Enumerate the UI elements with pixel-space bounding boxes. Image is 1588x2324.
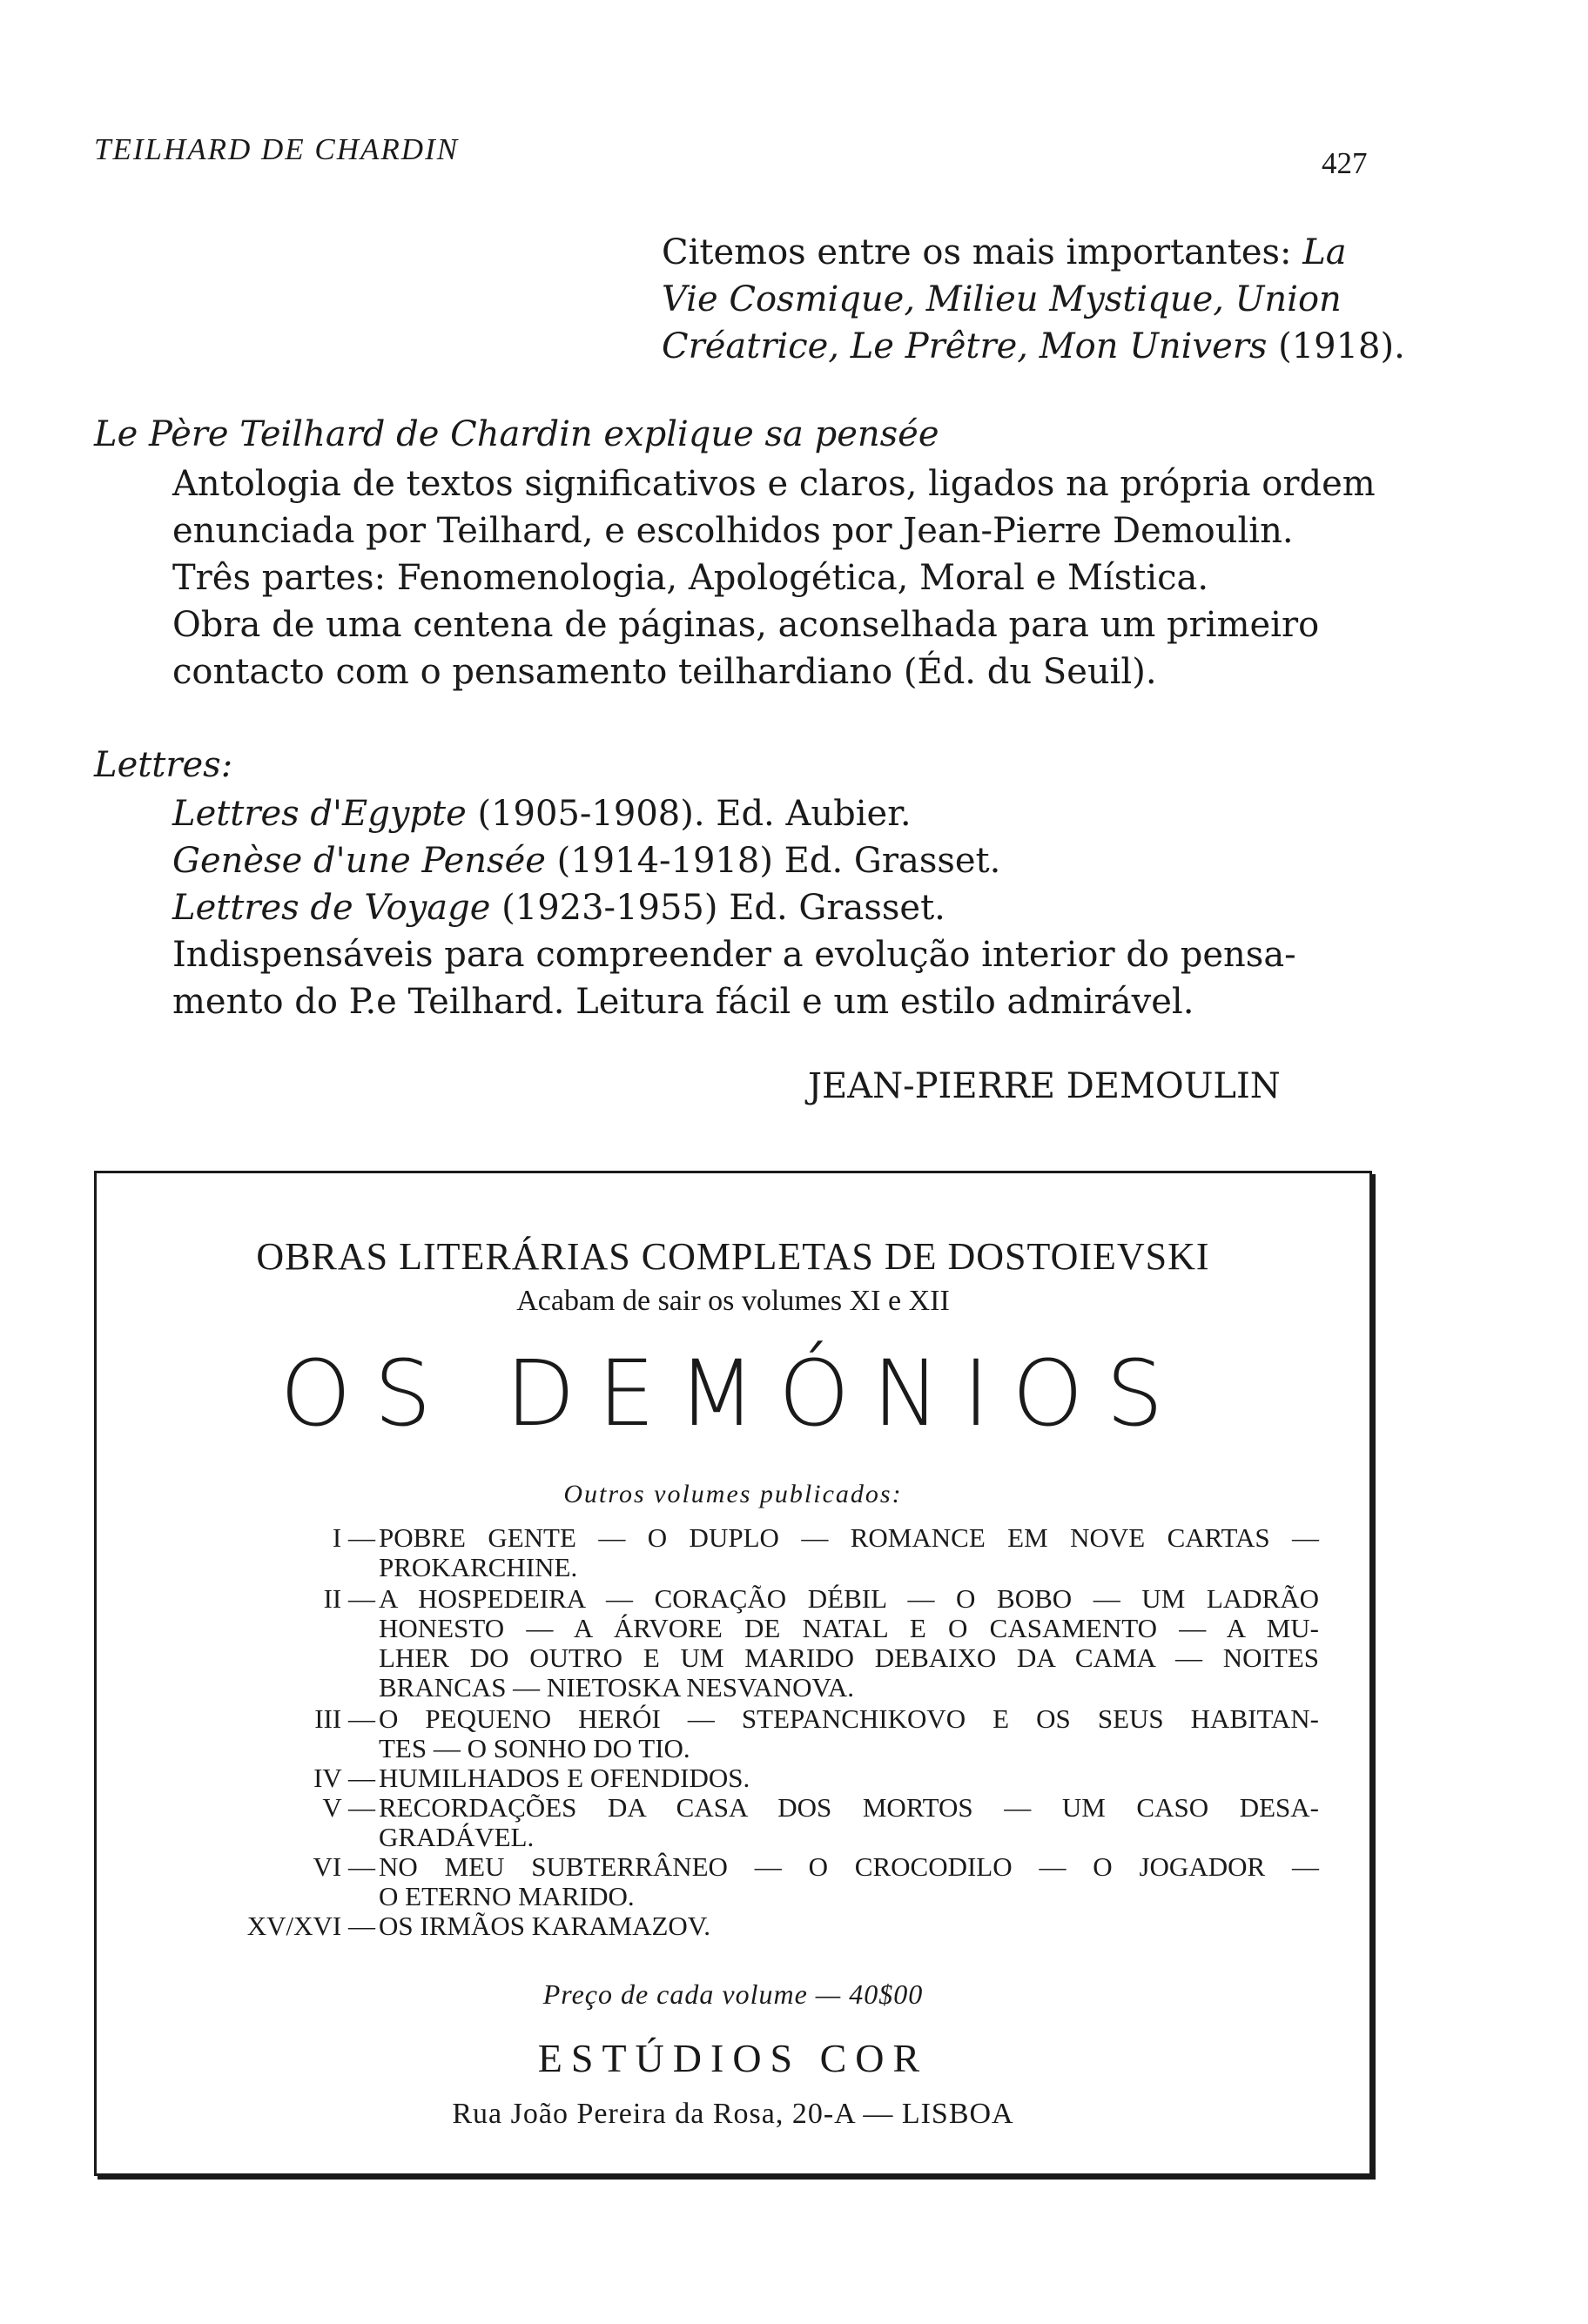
ad-address: Rua João Pereira da Rosa, 20-A — LISBOA xyxy=(452,2098,1014,2130)
letters-item: Genèse d'une Pensée (1914-1918) Ed. Grasset. xyxy=(172,841,1001,881)
page-number: 427 xyxy=(1322,146,1368,180)
volume-line: GRADÁVEL. xyxy=(379,1822,535,1852)
intro-line-1: Citemos entre os mais importantes: La xyxy=(662,232,1347,272)
volume-line: TES — O SONHO DO TIO. xyxy=(379,1733,690,1763)
volume-line: O PEQUENO HERÓI — STEPANCHIKOVO E OS SEUS HABITAN- xyxy=(379,1703,1319,1734)
letters-heading: Lettres: xyxy=(94,745,233,785)
volume-line: A HOSPEDEIRA — CORAÇÃO DÉBIL — O BOBO — UM LADRÃO xyxy=(379,1583,1319,1614)
volume-number: III — xyxy=(314,1703,375,1734)
book-line: contacto com o pensamento teilhardiano (Éd. du Seuil). xyxy=(172,652,1157,692)
volume-number: II — xyxy=(323,1583,375,1614)
book-title: Le Père Teilhard de Chardin explique sa pensée xyxy=(94,414,939,454)
book-line: Três partes: Fenomenologia, Apologética, Moral e Mística. xyxy=(172,558,1209,598)
advertisement-box xyxy=(94,1171,1372,2176)
book-line: enunciada por Teilhard, e escolhidos por Jean-Pierre Demoulin. xyxy=(172,511,1294,551)
book-description xyxy=(172,460,1376,695)
ad-heading: OBRAS LITERÁRIAS COMPLETAS DE DOSTOIEVSKI xyxy=(256,1235,1210,1278)
ad-book-title: OS DEMÓNIOS xyxy=(279,1340,1187,1447)
intro-line-3: Créatrice, Le Prêtre, Mon Univers (1918). xyxy=(662,326,1405,366)
volume-line: PROKARCHINE. xyxy=(379,1552,578,1582)
volume-number: XV/XVI — xyxy=(246,1911,375,1941)
letters-list xyxy=(172,790,1296,1025)
ad-subheading: Acabam de sair os volumes XI e XII xyxy=(516,1285,950,1317)
volume-number: IV — xyxy=(313,1763,375,1793)
running-title: TEILHARD DE CHARDIN xyxy=(94,132,460,166)
volume-number: I — xyxy=(332,1522,375,1553)
letters-note-line: Indispensáveis para compreender a evolução interior do pensa- xyxy=(172,935,1296,975)
volume-line: LHER DO OUTRO E UM MARIDO DEBAIXO DA CAMA — NOITES xyxy=(379,1642,1319,1673)
intro-paragraph xyxy=(662,229,1405,370)
volume-line: NO MEU SUBTERRÂNEO — O CROCODILO — O JOGADOR — xyxy=(379,1851,1319,1882)
volume-number: VI — xyxy=(313,1851,375,1882)
volume-line: POBRE GENTE — O DUPLO — ROMANCE EM NOVE CARTAS — xyxy=(379,1522,1319,1553)
volume-line: HONESTO — A ÁRVORE DE NATAL E O CASAMENTO — A MU- xyxy=(379,1613,1319,1643)
ad-publisher: ESTÚDIOS COR xyxy=(537,2036,929,2080)
ad-price: Preço de cada volume — 40$00 xyxy=(542,1978,924,2010)
letters-item: Lettres de Voyage (1923-1955) Ed. Grasset. xyxy=(172,888,945,928)
letters-note-line: mento do P.e Teilhard. Leitura fácil e um estilo admirável. xyxy=(172,982,1194,1022)
volume-line: OS IRMÃOS KARAMAZOV. xyxy=(379,1911,710,1941)
volume-line: HUMILHADOS E OFENDIDOS. xyxy=(379,1763,750,1793)
volume-line: BRANCAS — NIETOSKA NESVANOVA. xyxy=(379,1672,855,1703)
volume-line: O ETERNO MARIDO. xyxy=(379,1881,635,1911)
volume-number: V — xyxy=(322,1792,375,1823)
book-line: Antologia de textos significativos e claros, ligados na própria ordem xyxy=(172,464,1376,504)
letters-item: Lettres d'Egypte (1905-1908). Ed. Aubier. xyxy=(172,794,912,834)
book-line: Obra de uma centena de páginas, aconselhada para um primeiro xyxy=(172,605,1320,645)
intro-line-2: Vie Cosmique, Milieu Mystique, Union xyxy=(662,279,1342,319)
ad-other-volumes-label: Outros volumes publicados: xyxy=(563,1480,903,1508)
volume-line: RECORDAÇÕES DA CASA DOS MORTOS — UM CASO DESA- xyxy=(379,1792,1319,1823)
author-signature: JEAN-PIERRE DEMOULIN xyxy=(808,1066,1281,1106)
